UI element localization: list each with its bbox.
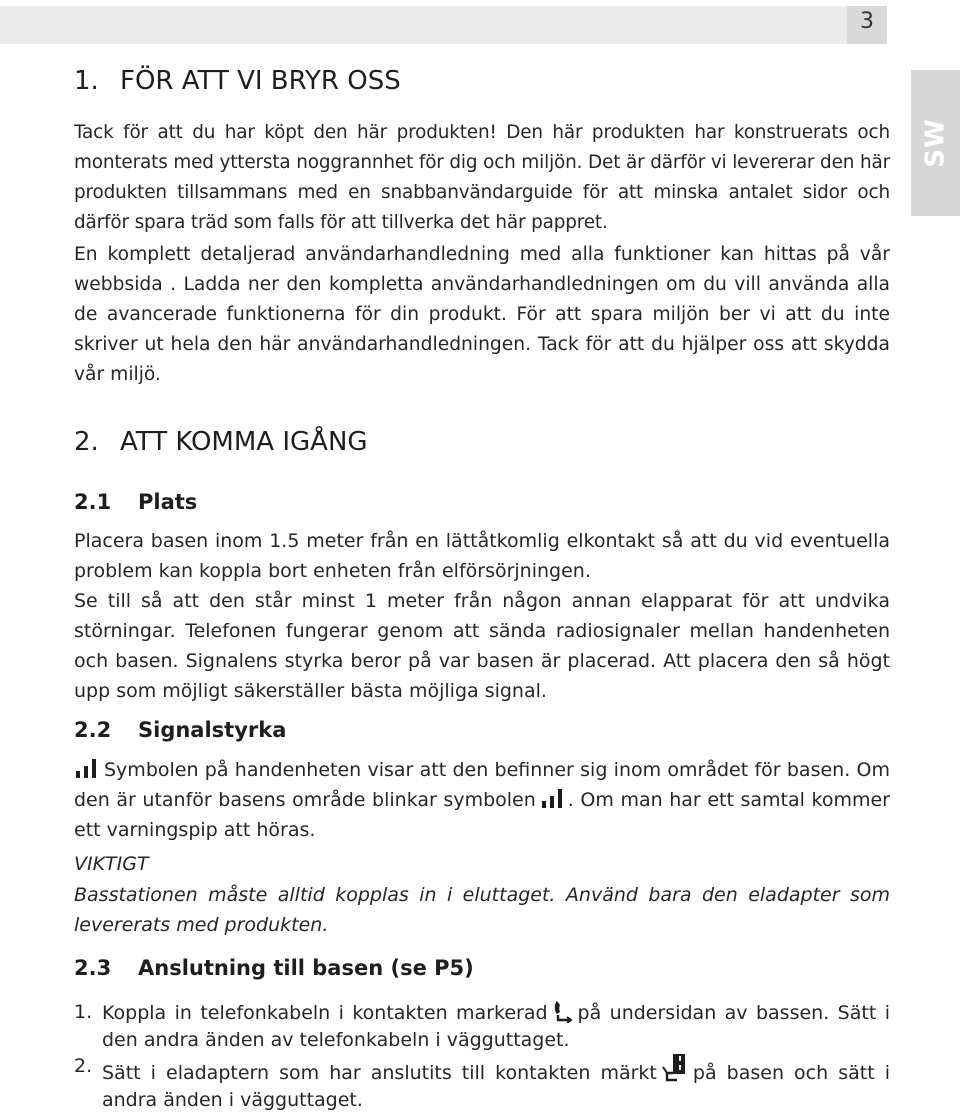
step-2-text-a: Sätt i eladaptern som har anslutits till kontakten märkt: [102, 1062, 657, 1084]
section-2-number: 2.: [74, 427, 99, 457]
section-1-heading: [74, 66, 401, 96]
section-2-heading: [74, 427, 368, 457]
signal-text-b: . Om man har ett samtal kommer ett varningspip att höras.: [74, 789, 890, 841]
step-1-text-a: Koppla in telefonkabeln i kontakten markerad: [102, 1002, 548, 1024]
subsection-signal-heading: [74, 717, 286, 743]
signal-paragraph: [74, 755, 890, 845]
list-item: [74, 1053, 890, 1114]
step-number: 1.: [74, 1001, 93, 1023]
important-text: Basstationen måste alltid kopplas in i eluttaget. Använd bara den eladapter som levererats med produkten.: [74, 884, 890, 936]
intro-paragraph: Tack för att du har köpt den här produkten! Den här produkten har konstruerats och monterats med yttersta noggrannhet för dig och miljön. Det är därför vi levererar den här produkten tillsammans med en snabbanvändarguide för att minska antalet sidor och därför spara träd som falls för att tillverka det här pappret.: [74, 122, 890, 233]
important-heading: VIKTIGT: [74, 853, 149, 875]
subsection-connection-heading: [74, 955, 474, 981]
step-1-text-b: på undersidan av bassen. Sätt i den andra änden av telefonkabeln i vägguttaget.: [102, 1002, 890, 1051]
page-number: 3: [860, 9, 874, 34]
subsection-connection-title: Anslutning till basen (se P5): [138, 956, 474, 980]
step-2-text-b: på basen och sätt i andra änden i vägguttaget.: [102, 1062, 891, 1111]
connection-step-2: [74, 1053, 890, 1114]
section-1-number: 1.: [74, 66, 99, 96]
section-1-title: FÖR ATT VI BRYR OSS: [120, 66, 401, 96]
header-bar: [0, 6, 887, 44]
power-adapter-icon: [661, 1053, 689, 1083]
subsection-connection-number: 2.3: [74, 956, 112, 980]
plats-paragraph-2: Se till så att den står minst 1 meter från någon annan elapparat för att undvika störningar. Telefonen fungerar genom att sända radiosignaler mellan handenheten och basen. Signalens styrka beror på var basen är placerad. Att placera den så högt upp som möjligt säkerställer bästa möjliga signal.: [74, 590, 890, 702]
signal-bars-icon: [540, 787, 566, 809]
signal-text-a: Symbolen på handenheten visar att den befinner sig inom området för basen. Om den är utanför basens område blinkar symbolen: [74, 759, 890, 811]
subsection-plats-number: 2.1: [74, 490, 112, 514]
step-number: 2.: [74, 1055, 93, 1077]
subsection-plats-heading: [74, 489, 197, 515]
signal-bars-icon: [74, 757, 100, 779]
subsection-plats-title: Plats: [138, 490, 198, 514]
phone-socket-icon: [552, 999, 574, 1023]
plats-paragraph-1: Placera basen inom 1.5 meter från en lättåtkomlig elkontakt så att du vid eventuella problem kan koppla bort enheten från elförsörjningen.: [74, 530, 890, 582]
subsection-signal-number: 2.2: [74, 718, 112, 742]
section-2-title: ATT KOMMA IGÅNG: [120, 427, 368, 457]
subsection-signal-title: Signalstyrka: [138, 718, 287, 742]
connection-step-1: [74, 999, 890, 1054]
language-tab-label: SW: [920, 118, 951, 168]
website-paragraph: En komplett detaljerad användarhandledning med alla funktioner kan hittas på vår webbsida . Ladda ner den kompletta användarhandledningen om du vill använda alla de avancerade funktionerna för din produkt. För att spara miljön ber vi att du inte skriver ut hela den här användarhandledningen. Tack för att du hjälper oss att skydda vår miljö.: [74, 244, 890, 385]
list-item: [74, 999, 890, 1054]
